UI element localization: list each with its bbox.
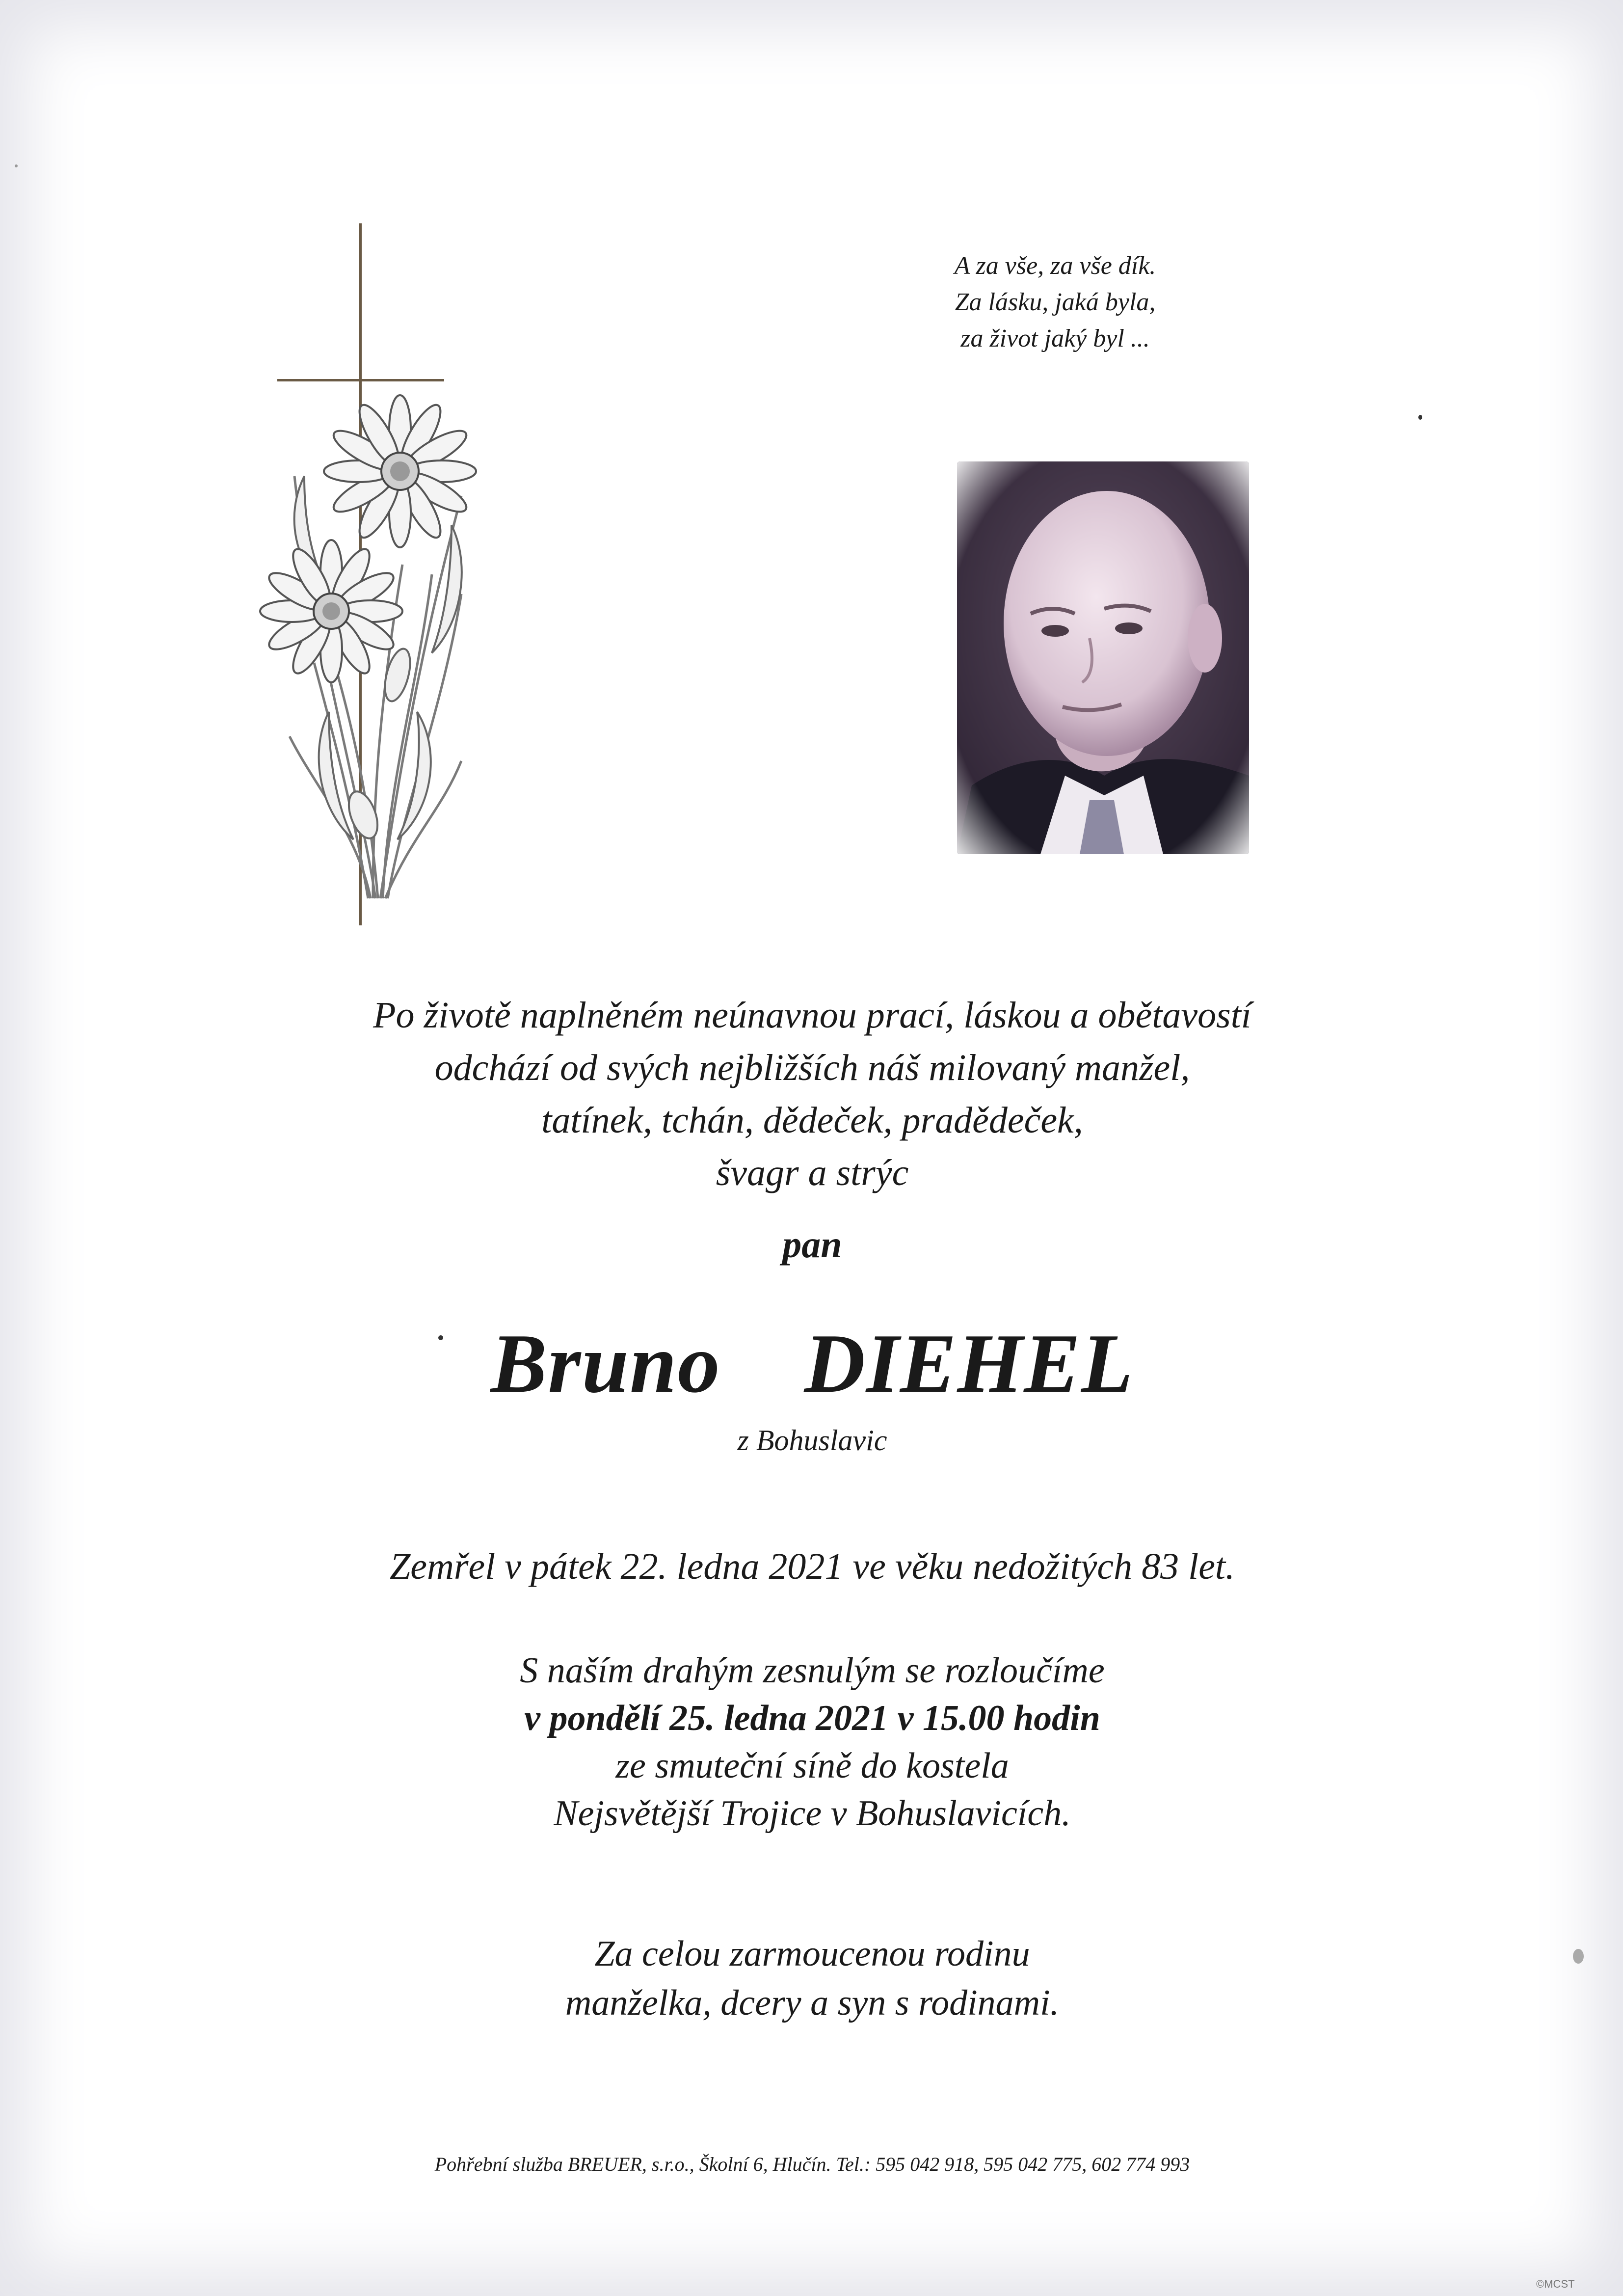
intro-line: Po životě naplněném neúnavnou prací, láskou a obětavostí — [373, 995, 1251, 1036]
deceased-name: Bruno DIEHEL — [490, 1317, 1134, 1410]
cross-with-daisies-icon — [255, 221, 481, 928]
death-notice: Zemřel v pátek 22. ledna 2021 ve věku nedožitých 83 let. — [389, 1546, 1235, 1587]
intro-text — [196, 989, 1428, 1199]
scan-speck — [438, 1335, 443, 1340]
motto-line: A za vše, za vše dík. — [954, 252, 1156, 280]
motto — [883, 248, 1227, 357]
intro-line: švagr a strýc — [716, 1152, 909, 1193]
ceremony-line: ze smuteční síně do kostela — [615, 1746, 1009, 1786]
deceased-origin: z Bohuslavic — [737, 1424, 887, 1457]
title-word: pan — [782, 1223, 842, 1266]
copyright-mark: ©MCST — [1536, 2278, 1575, 2290]
ceremony-line: S naším drahým zesnulým se rozloučíme — [520, 1650, 1105, 1691]
ceremony-info — [196, 1647, 1428, 1837]
intro-line: tatínek, tchán, dědeček, pradědeček, — [541, 1100, 1083, 1141]
family-signature — [196, 1929, 1428, 2027]
funeral-service-footer: Pohřební služba BREUER, s.r.o., Školní 6, Hlučín. Tel.: 595 042 918, 595 042 775, 602 774 993 — [434, 2153, 1190, 2175]
scan-speck — [15, 164, 18, 167]
ceremony-line: Nejsvětější Trojice v Bohuslavicích. — [554, 1793, 1071, 1834]
motto-line: Za lásku, jaká byla, — [955, 288, 1156, 316]
portrait-photo — [957, 461, 1249, 854]
motto-line: za život jaký byl ... — [960, 324, 1150, 352]
ceremony-date-time: v pondělí 25. ledna 2021 v 15.00 hodin — [524, 1698, 1100, 1738]
scan-speck — [1573, 1949, 1584, 1964]
family-line: manželka, dcery a syn s rodinami. — [565, 1983, 1060, 2023]
family-line: Za celou zarmoucenou rodinu — [594, 1934, 1030, 1974]
scan-speck — [1418, 415, 1422, 420]
intro-line: odchází od svých nejbližších náš milovaný manžel, — [434, 1047, 1190, 1088]
